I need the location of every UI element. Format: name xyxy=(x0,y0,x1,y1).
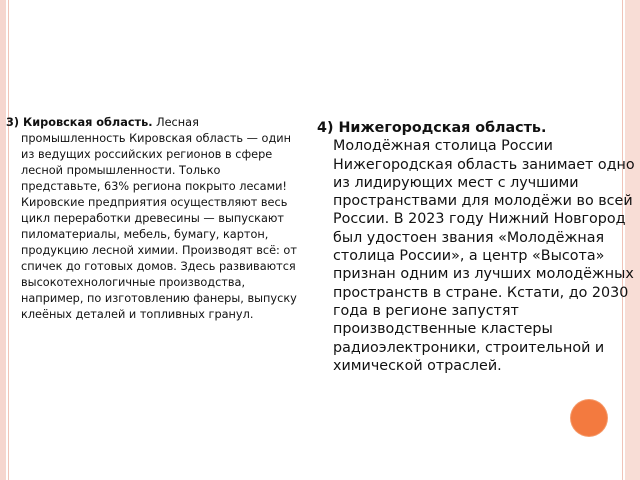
section-kirov-heading: 3) Кировская область. xyxy=(6,116,153,129)
section-kirov-text xyxy=(6,115,299,323)
section-nizhny xyxy=(317,119,638,375)
section-nizhny-body: Молодёжная столица России Нижегородская область занимает одно из лидирующих мест с лучшими пространствами для молодёжи во всей России. В 2023 году Нижний Новгород был удостоен звания «Молодёжная столица России», а центр «Высота» признан одним из лучших молодёжных пространств в стране. Кстати, до 2030 года в регионе запустят производственные кластеры радиоэлектроники, строительной и химической отраслей. xyxy=(333,138,635,374)
section-nizhny-text xyxy=(317,119,638,375)
decorative-circle-icon xyxy=(571,400,607,436)
section-nizhny-heading: 4) Нижегородская область. xyxy=(317,120,547,136)
section-kirov xyxy=(6,115,299,323)
section-kirov-body: Лесная промышленность Кировская область — один из ведущих российских регионов в сфере лесной промышленности. Только представьте, 63% региона покрыто лесами! Кировские предприятия осуществляют весь цикл переработки древесины — выпускают пиломатериалы, мебель, бумагу, картон, продукцию лесной химии. Производят всё: от спичек до готовых домов. Здесь развиваются высокотехнологичные производства, например, по изготовлению фанеры, выпуску клеёных деталей и топливных гранул. xyxy=(21,116,297,321)
